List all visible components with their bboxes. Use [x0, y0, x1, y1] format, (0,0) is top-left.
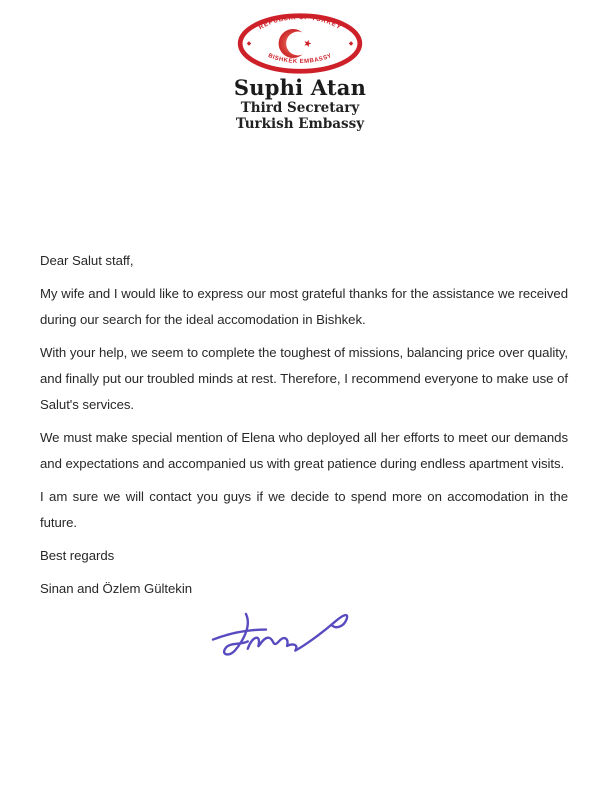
embassy-seal-icon — [237, 13, 363, 74]
signature-icon — [200, 603, 365, 667]
paragraph-2: With your help, we seem to complete the toughest of missions, balancing price over quality, and finally put our troubled minds at rest. Therefore, I recommend everyone to make use of Salut's services. — [40, 344, 568, 412]
sender-name: Suphi Atan — [233, 75, 367, 100]
paragraph-1: My wife and I would like to express our most grateful thanks for the assistance we received during our search for the ideal accomodation in Bishkek. — [40, 285, 568, 327]
salutation: Dear Salut staff, — [40, 252, 134, 268]
paragraph-3: We must make special mention of Elena who deployed all her efforts to meet our demands and expectations and accompanied us with great patience during endless apartment visits. — [40, 429, 568, 471]
paragraph-4: I am sure we will contact you guys if we decide to spend more on accomodation in the future. — [40, 488, 568, 530]
sender-title: Third Secretary — [240, 99, 360, 116]
letterhead — [0, 0, 600, 132]
embassy-seal — [0, 13, 600, 74]
seal-bottom-text: BISHKEK EMBASSY — [267, 53, 333, 66]
closing: Best regards — [40, 547, 115, 563]
letter-body — [40, 248, 568, 667]
sender-organization: Turkish Embassy — [235, 115, 365, 132]
handwritten-signature — [200, 603, 568, 667]
signoff-names: Sinan and Özlem Gültekin — [40, 580, 193, 596]
seal-top-text: REPUBLIK OF TURKEY — [257, 14, 343, 32]
